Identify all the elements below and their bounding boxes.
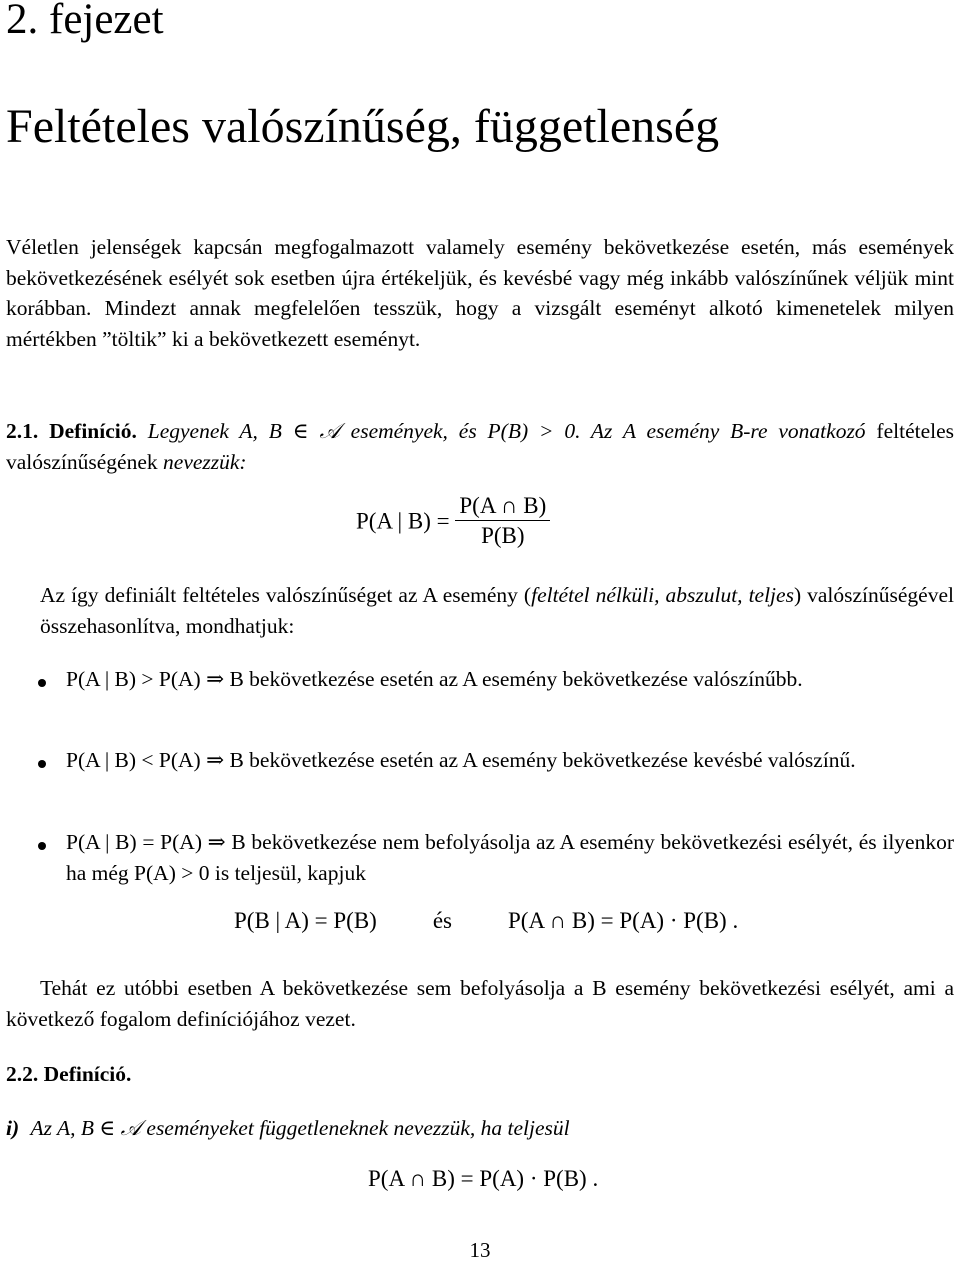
intro-paragraph: Véletlen jelenségek kapcsán megfogalmazott valamely esemény bekövetkezése esetén, más események bekövetkezésének esélyét sok esetben újra értékeljük, és kevésbé vagy még inkább valószínűnek véljük mint korábban. Mindezt annak megfelelően tesszük, hogy a vizsgált eseményt alkotó kimenetelek milyen mértékben ”töltik” ki a bekövetkezett eseményt.: [6, 235, 954, 352]
list-item: P(A | B) > P(A) ⇒ B bekövetkezése esetén az A esemény bekövetkezése valószínűbb.: [66, 667, 803, 691]
conditional-probability-formula: [356, 492, 550, 551]
conclusion-paragraph: Tehát ez utóbbi esetben A bekövetkezése sem befolyásolja a B esemény bekövetkezési esélyét, ami a következő fogalom definíciójához vezet.: [6, 976, 954, 1031]
definition-term: feltételes valószínűségének: [6, 419, 955, 474]
definition-text-end: nevezzük:: [163, 449, 247, 474]
comparison-text-a: Az így definiált feltételes valószínűséget az A esemény (: [40, 583, 532, 607]
comparison-text-italic: feltétel nélküli, abszulut, teljes: [531, 583, 794, 607]
list-item: P(A | B) = P(A) ⇒ B bekövetkezése nem befolyásolja az A esemény bekövetkezési esélyét, és ilyenkor ha még P(A) > 0 is teljesül, kapjuk: [66, 830, 954, 885]
bullet-dot: [38, 842, 46, 850]
definition-2-2-label: [6, 1059, 131, 1089]
formula-left: P(B | A) = P(B): [234, 908, 377, 933]
bullet-dot: [38, 679, 46, 687]
formula-lhs: P(A | B) =: [356, 508, 450, 534]
definition-label: 2.1. Definíció.: [6, 419, 137, 443]
page-title: Feltételes valószínűség, függetlenség: [6, 100, 720, 153]
definition-2-1: [6, 416, 954, 477]
bullet-dot: [38, 760, 46, 768]
page-number: 13: [469, 1238, 491, 1262]
independence-formula: [234, 908, 738, 934]
formula-and: és: [432, 908, 452, 933]
formula-denominator: P(B): [455, 520, 550, 551]
chapter-heading: 2. fejezet: [6, 0, 164, 43]
independence-definition-formula: P(A ∩ B) = P(A) · P(B) .: [368, 1166, 599, 1191]
formula-fraction: [455, 492, 550, 551]
formula-right: P(A ∩ B) = P(A) · P(B) .: [508, 908, 739, 933]
list-item: P(A | B) < P(A) ⇒ B bekövetkezése esetén az A esemény bekövetkezése kevésbé valószínű.: [66, 748, 856, 772]
item-label: i): [6, 1116, 20, 1140]
definition-text: Legyenek A, B ∈ 𝒜 események, és P(B) > 0. Az A esemény B-re vonatkozó: [147, 419, 866, 443]
definition-label: 2.2. Definíció.: [6, 1062, 132, 1086]
definition-2-2-item: [6, 1113, 570, 1143]
comparison-text-c: ) valószínűségével összehasonlítva, mondhatjuk:: [40, 583, 954, 638]
item-text: Az A, B ∈ 𝒜 eseményeket függetleneknek nevezzük, ha teljesül: [30, 1116, 570, 1140]
comparison-paragraph: [40, 580, 954, 641]
formula-numerator: P(A ∩ B): [459, 493, 547, 518]
